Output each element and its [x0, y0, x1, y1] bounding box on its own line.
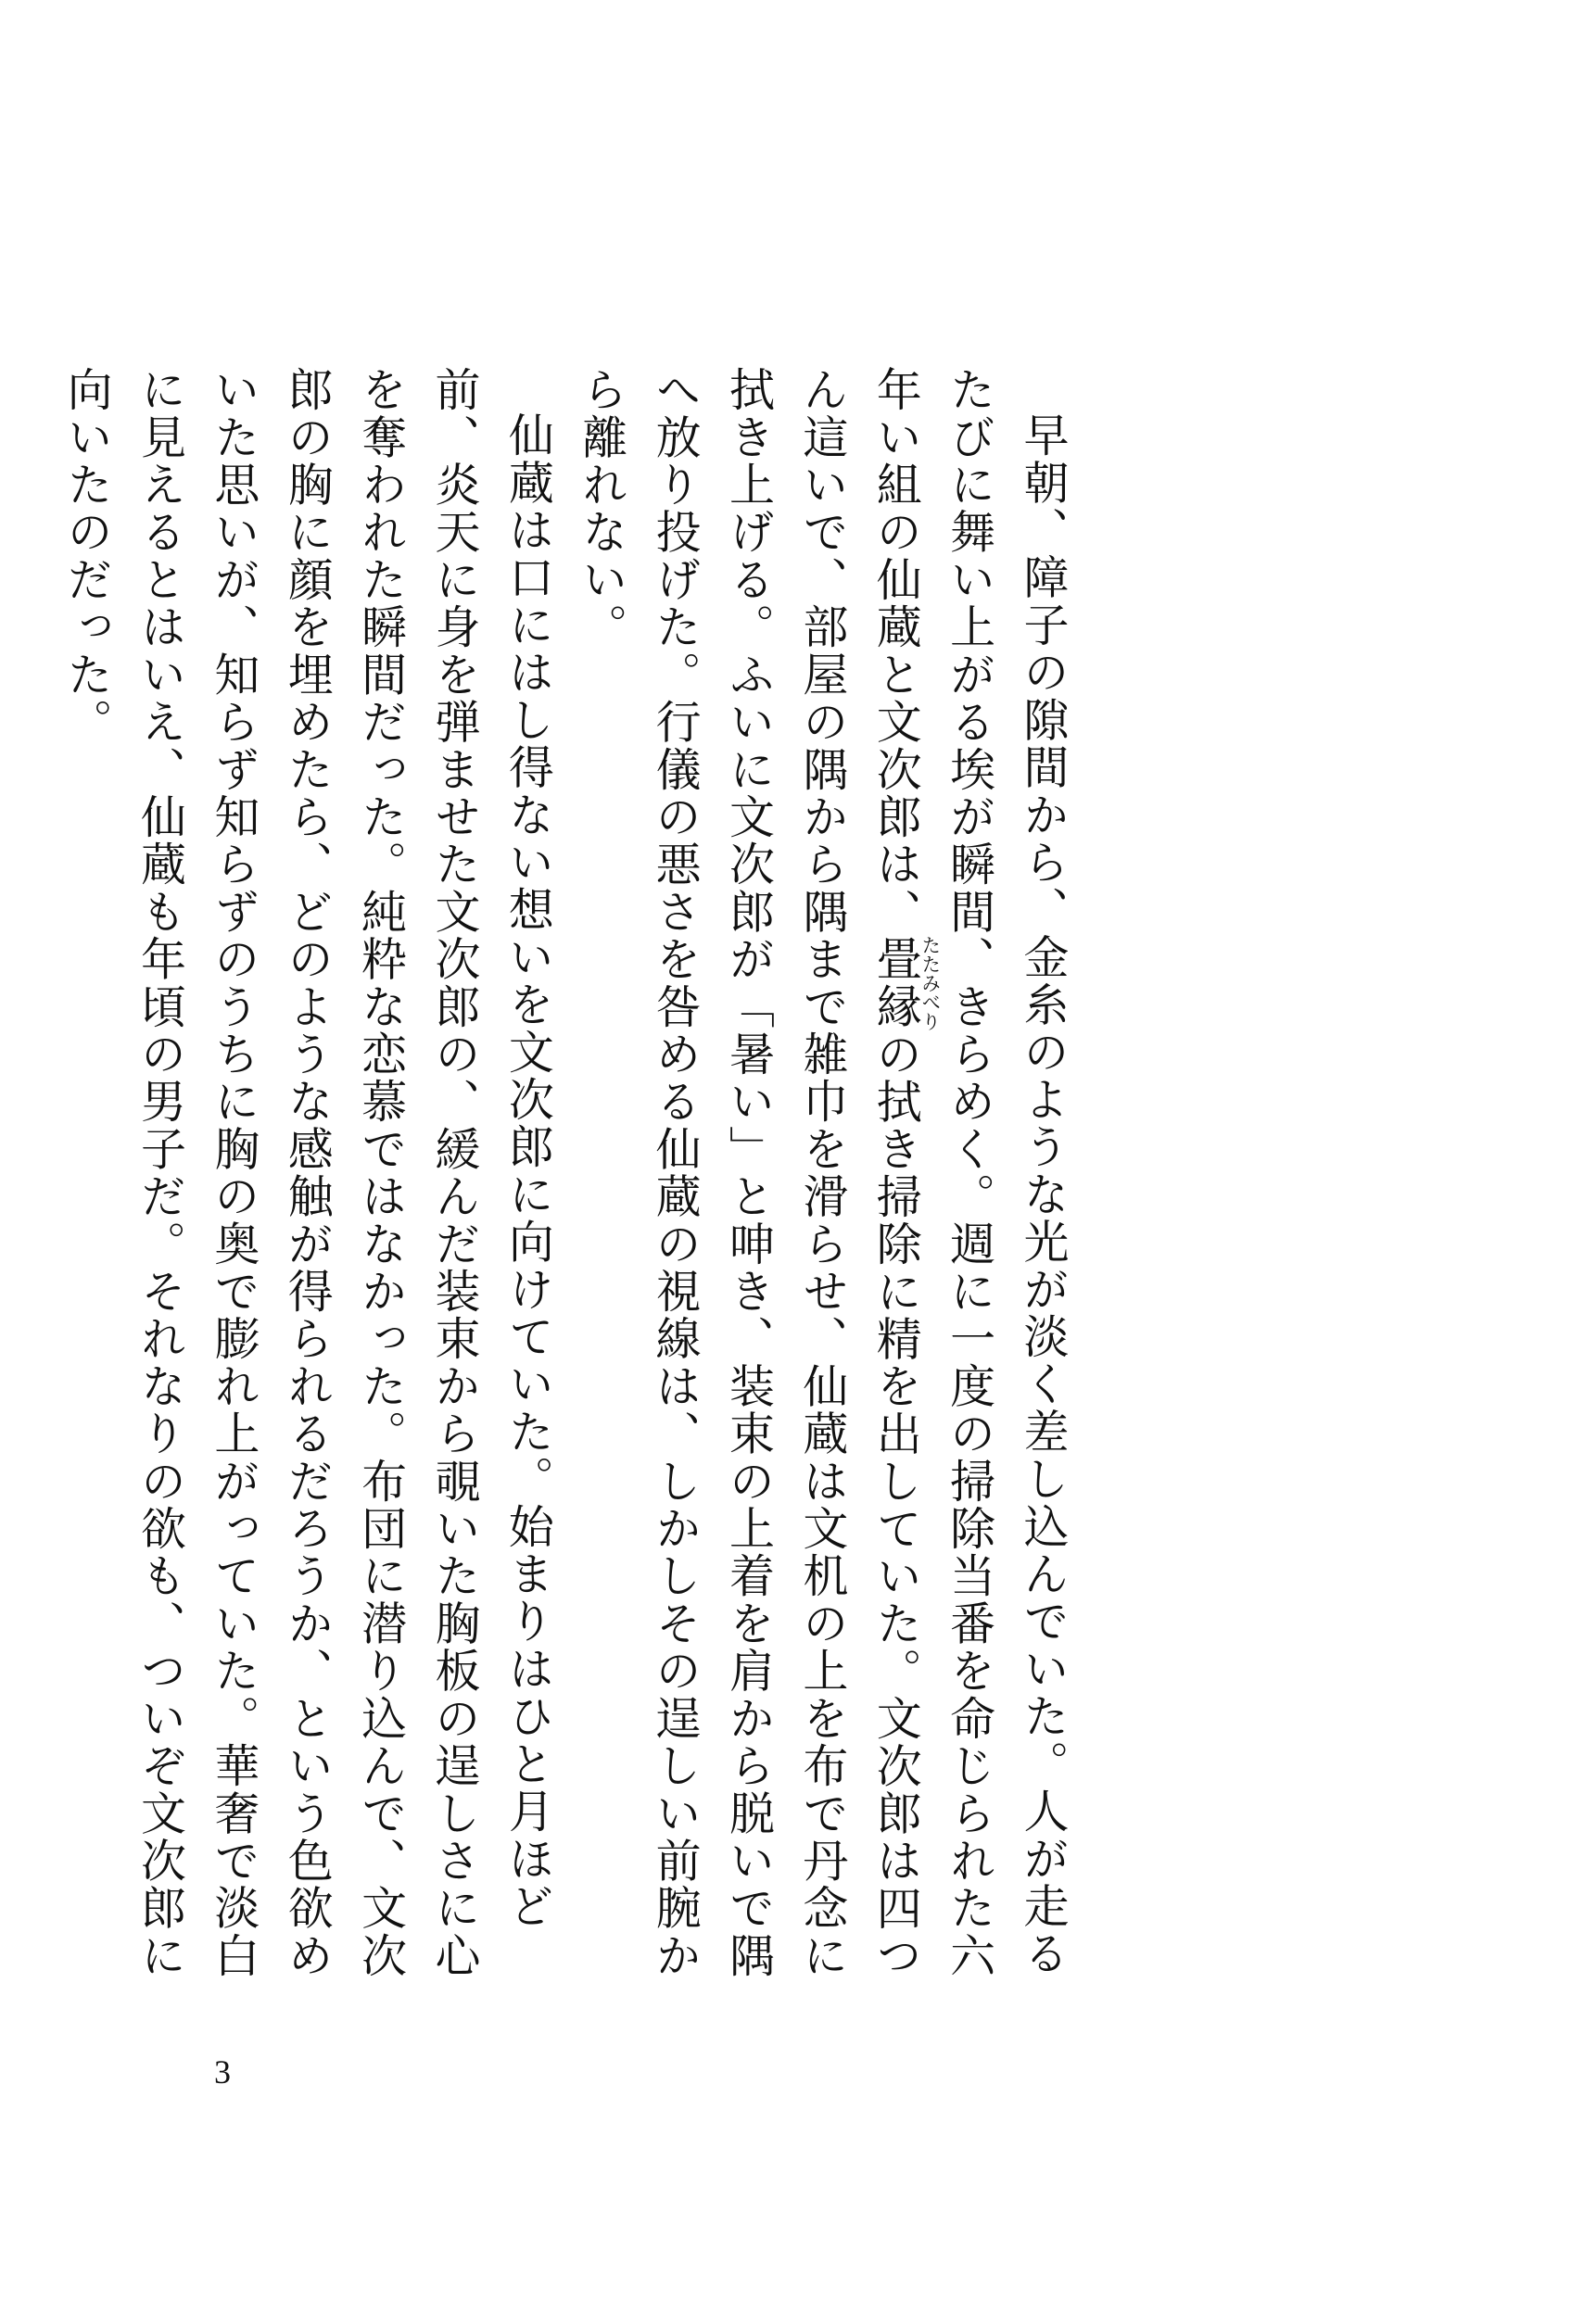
paragraph-2: 仙蔵は口にはし得ない想いを文次郎に向けていた。始まりはひと月ほど前、炎天に身を弾ませた文次郎の、緩んだ装束から覗いた胸板の逞しさに心を奪われた瞬間だった。純粋な恋慕ではなかった。布団に潜り込んで、文次郎の胸に顔を埋めたら、どのような感触が得られるだろうか、という色欲めいた思いが、知らず知らずのうちに胸の奥で膨れ上がっていた。華奢で淡白に見えるとはいえ、仙蔵も年頃の男子だ。それなりの欲も、ついぞ文次郎に向いたのだった。 [60, 366, 555, 1979]
paragraph-1 [564, 366, 1080, 2015]
page-number: 3 [214, 2053, 231, 2090]
vertical-body-text [50, 366, 1080, 2015]
ruby-reading: たたみべり [918, 935, 941, 1031]
ruby-base: 畳縁 [869, 935, 923, 1031]
paragraph-1-text-after-ruby: の拭き掃除に精を出していた。文次郎は四つん這いで、部屋の隅から隅まで雑巾を滑らせ、仙蔵は文机の上を布で丹念に拭き上げる。ふいに文次郎が「暑い」と呻き、装束の上着を肩から脱いで隅へ放り投げた。行儀の悪さを咎める仙蔵の視線は、しかしその逞しい前腕から離れない。 [575, 366, 923, 1980]
furigana-word [869, 935, 941, 1031]
paragraph-1-text-before-ruby: 早朝、障子の隙間から、金糸のような光が淡く差し込んでいた。人が走るたびに舞い上がる埃が瞬間、きらめく。週に一度の掃除当番を命じられた六年い組の仙蔵と文次郎は、 [869, 366, 1070, 1979]
